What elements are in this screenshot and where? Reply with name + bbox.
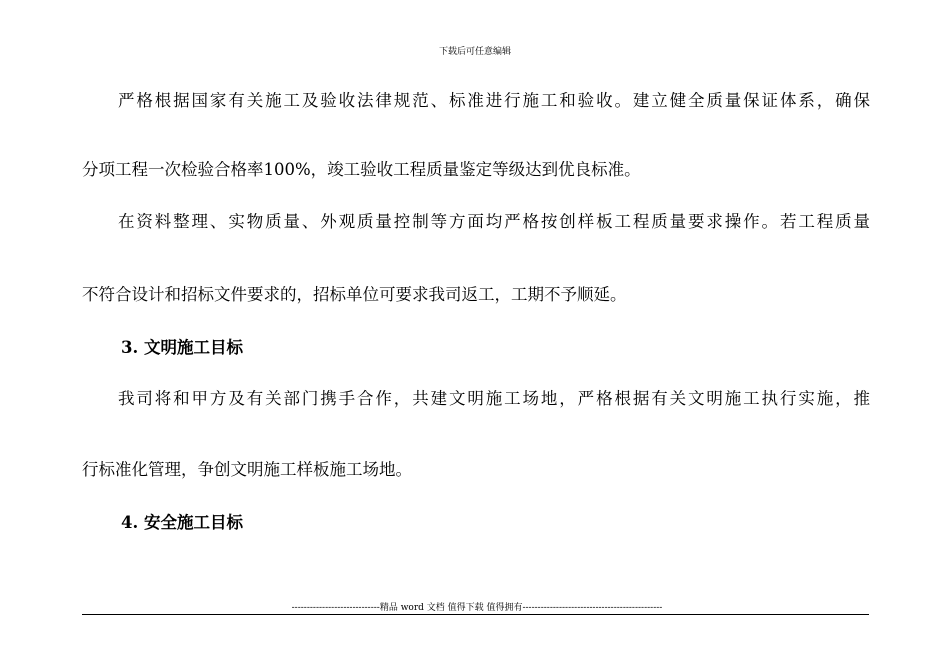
- paragraph-2-line-2: 不符合设计和招标文件要求的，招标单位可要求我司返工，工期不予顺延。: [82, 285, 627, 304]
- paragraph-1-line-2: 分项工程一次检验合格率100%，竣工验收工程质量鉴定等级达到优良标准。: [82, 160, 641, 179]
- paragraph-3-line-1: 我司将和甲方及有关部门携手合作，共建文明施工场地，严格根据有关文明施工执行实施，推: [118, 389, 870, 408]
- paragraph-2-line-1: 在资料整理、实物质量、外观质量控制等方面均严格按创样板工程质量要求操作。若工程质量: [118, 212, 870, 231]
- paragraph-1-line-1: 严格根据国家有关施工及验收法律规范、标准进行施工和验收。建立健全质量保证体系，确保: [118, 91, 870, 110]
- footer-rule: [82, 614, 869, 615]
- section-heading-4: 4. 安全施工目标: [121, 513, 243, 532]
- footer-text: -----------------------------精品 word 文档 值得下载 值得拥有----------------------------------------------: [291, 603, 663, 613]
- paragraph-3-line-2: 行标准化管理，争创文明施工样板施工场地。: [82, 460, 412, 479]
- header-note: 下载后可任意编辑: [438, 47, 511, 57]
- section-heading-3: 3. 文明施工目标: [121, 338, 243, 357]
